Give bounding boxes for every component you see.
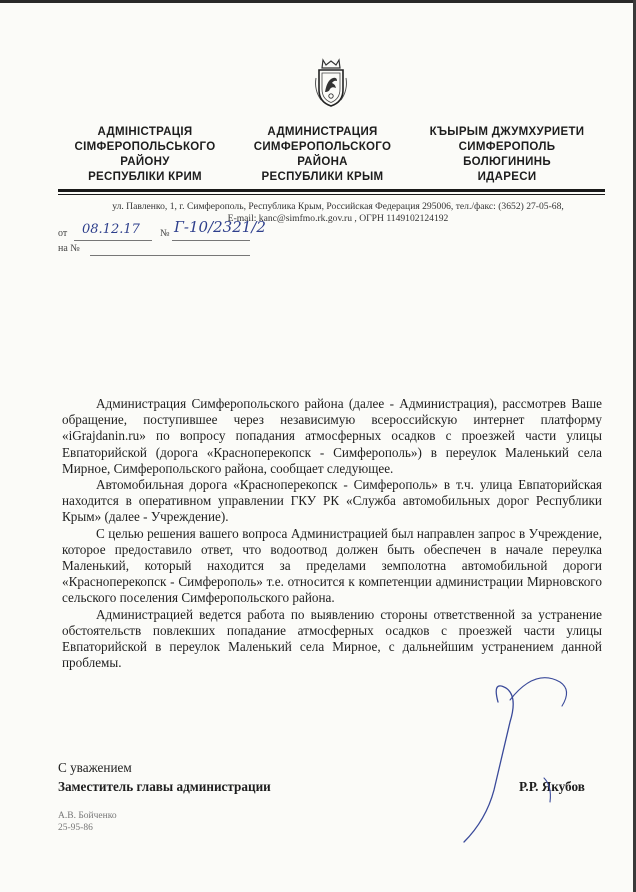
header-ukrainian-line: РЕСПУБЛІКИ КРИМ — [88, 171, 202, 183]
scan-edge-top — [0, 0, 636, 3]
body-paragraph: С целью решения вашего вопроса Администрацией был направлен запрос в Учреждение, которое предоставило ответ, что водоотвод должен быть обеспечен в начале переулка Маленький, который находится за пределами земполотна автомобильной дороги «Красноперекопск - Симферополь» т.е. относится к компетенции администрации Мирновского сельского поселения Симферопольского района. — [62, 525, 602, 606]
crimea-coat-of-arms-icon — [313, 58, 349, 108]
header-crimean-tatar — [412, 125, 602, 185]
header-ukrainian — [70, 125, 220, 185]
header-ukrainian-line: СІМФЕРОПОЛЬСЬКОГО — [74, 141, 216, 153]
header-crimean-tatar-line: БОЛЮГИНИНЬ — [463, 156, 551, 168]
header-russian — [240, 125, 405, 185]
header-crimean-tatar-line: СИМФЕРОПОЛЬ — [458, 141, 556, 153]
registration-number-line — [172, 240, 250, 241]
registration-number-label: № — [160, 228, 170, 239]
header-ukrainian-line: РАЙОНУ — [120, 156, 170, 168]
registration-date: 08.12.17 — [82, 222, 140, 237]
header-divider-thin — [58, 194, 605, 195]
registration-number: Г-10/2321/2 — [174, 218, 266, 236]
body-paragraph: Администрацией ведется работа по выявлению стороны ответственной за устранение обстоятельств повлекших попадание атмосферных осадков с проезжей части улицы Евпаторийской в переулок Маленький села Мирное, с дальнейшим устранением данной проблемы. — [62, 606, 602, 671]
header-crimean-tatar-line: ИДАРЕСИ — [477, 171, 537, 183]
signer-title: Заместитель главы администрации — [58, 779, 271, 794]
body-paragraph: Администрация Симферопольского района (далее - Администрация), рассмотрев Ваше обращение, поступившее через независимую всероссийскую интернет платформу «iGrajdanin.ru» по вопросу попадания атмосферных осадков с проезжей части улицы Евпаторийской (дорога «Красноперекопск - Симферополь») в переулок Маленький села Мирное, Симферопольского района, сообщает следующее. — [62, 396, 602, 476]
address-line: ул. Павленко, 1, г. Симферополь, Республика Крым, Российская Федерация 295006, тел./факс: (3652) 27-05-68, — [112, 201, 564, 212]
body-paragraph: Автомобильная дорога «Красноперекопск - Симферополь» в т.ч. улица Евпаторийская находится в оперативном управлении ГКУ РК «Служба автомобильных дорог Республики Крым» (далее - Учреждение). — [62, 477, 602, 525]
executor-name: А.В. Бойченко — [58, 811, 117, 821]
registration-from-label: от — [58, 228, 68, 239]
reply-to-label: на № — [58, 243, 80, 254]
handwritten-signature-icon — [440, 660, 620, 850]
address-email-line: E-mail: kanc@simfmo.rk.gov.ru , ОГРН 1149102124192 — [227, 213, 449, 224]
address-block — [58, 201, 618, 225]
header-russian-line: СИМФЕРОПОЛЬСКОГО — [253, 141, 392, 153]
header-ukrainian-line: АДМІНІСТРАЦІЯ — [97, 126, 193, 138]
header-russian-line: РАЙОНА — [297, 156, 348, 168]
header-russian-line: РЕСПУБЛИКИ КРЫМ — [261, 171, 384, 183]
registration-date-line — [74, 240, 152, 241]
header-russian-line: АДМИНИСТРАЦИЯ — [267, 126, 378, 138]
header-crimean-tatar-line: КЪЫРЫМ ДЖУМХУРИЕТИ — [429, 126, 585, 138]
header-divider-thick — [58, 189, 605, 192]
executor-phone: 25-95-86 — [58, 823, 93, 833]
signer-name: Р.Р. Якубов — [519, 779, 585, 794]
letter-body — [62, 396, 602, 671]
closing-regards: С уважением — [58, 760, 132, 775]
executor-info — [58, 810, 117, 834]
reply-to-line — [90, 255, 250, 256]
